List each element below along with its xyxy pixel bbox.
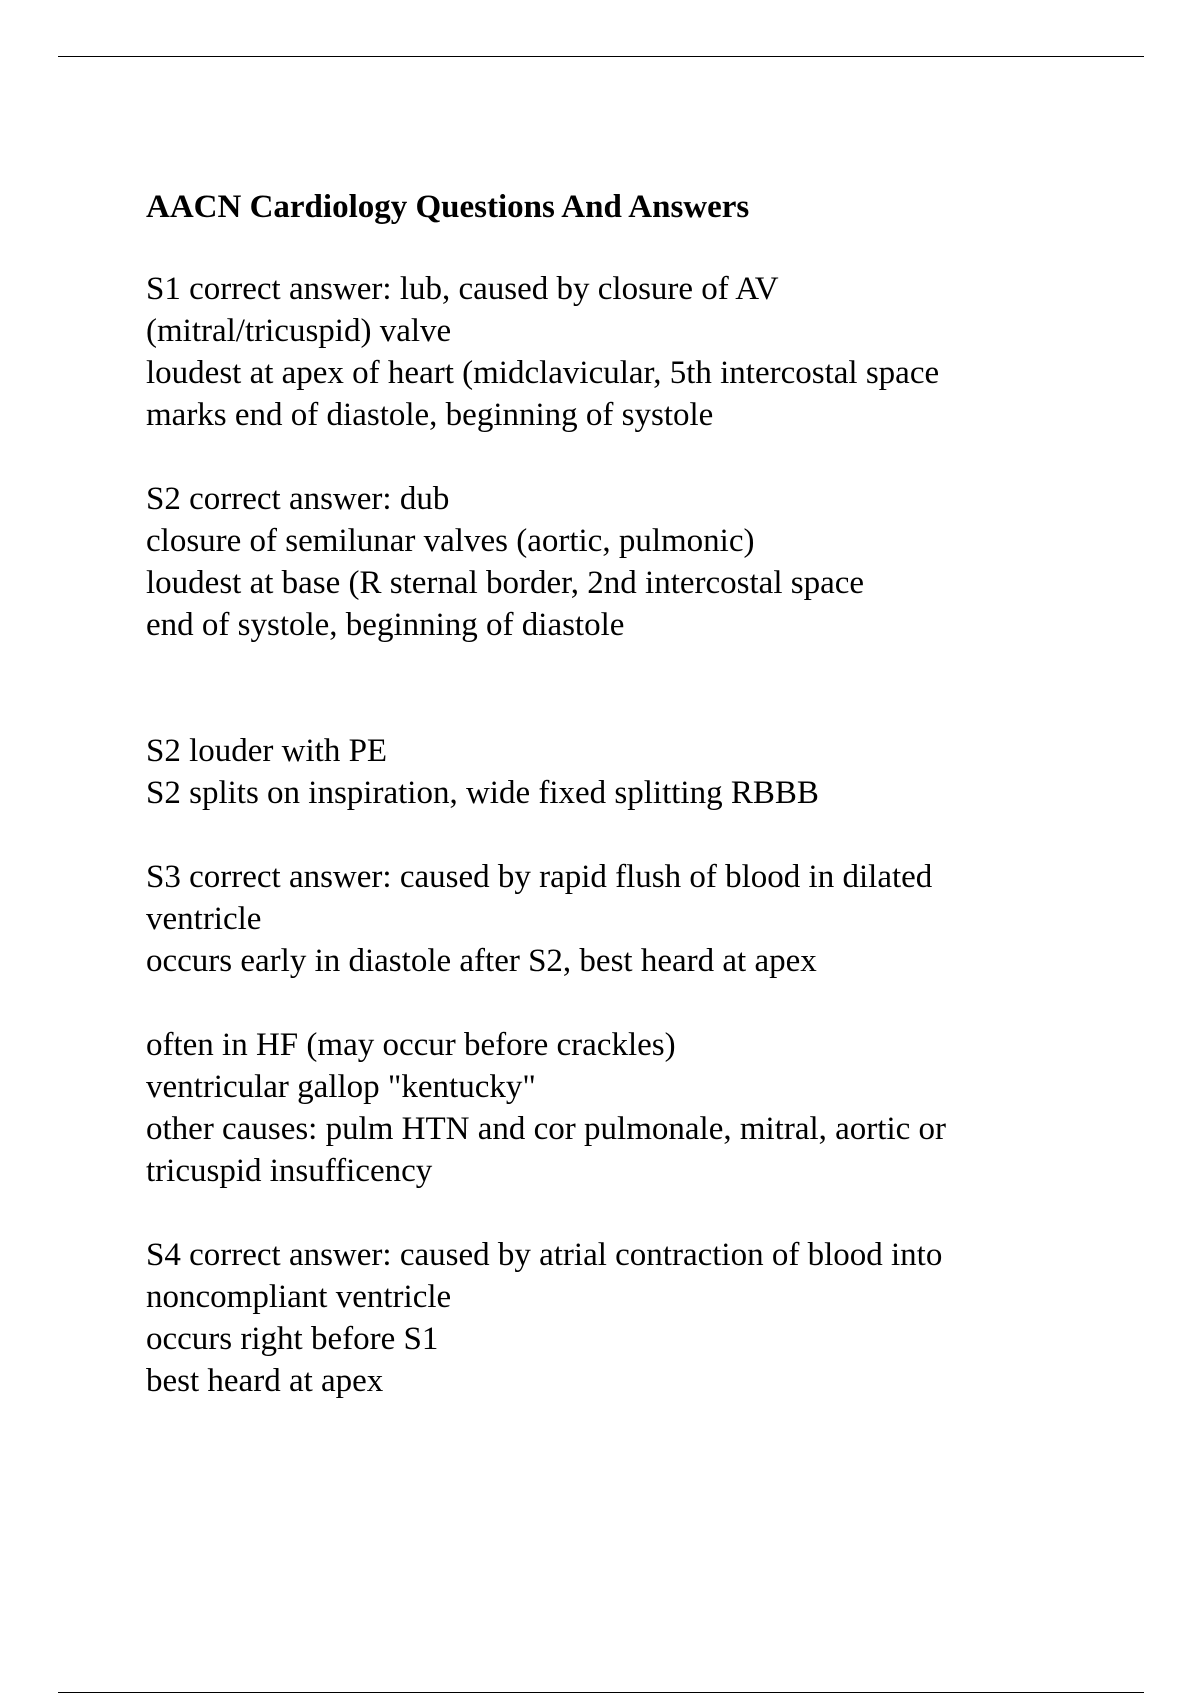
- text-line: S2 splits on inspiration, wide fixed splitting RBBB: [146, 775, 819, 811]
- text-line: often in HF (may occur before crackles): [146, 1027, 676, 1063]
- text-line: marks end of diastole, beginning of systole: [146, 397, 714, 433]
- text-line: tricuspid insufficency: [146, 1153, 433, 1189]
- text-line: (mitral/tricuspid) valve: [146, 313, 452, 349]
- text-line: ventricle: [146, 901, 262, 937]
- text-line: occurs right before S1: [146, 1321, 439, 1357]
- text-line: S1 correct answer: lub, caused by closure of AV: [146, 271, 779, 307]
- text-line: occurs early in diastole after S2, best heard at apex: [146, 943, 817, 979]
- s1-block: [146, 268, 1086, 436]
- text-line: S4 correct answer: caused by atrial contraction of blood into: [146, 1237, 943, 1273]
- text-line: other causes: pulm HTN and cor pulmonale, mitral, aortic or: [146, 1111, 947, 1147]
- text-line: S3 correct answer: caused by rapid flush of blood in dilated: [146, 859, 933, 895]
- s3-block: [146, 856, 1086, 982]
- text-line: closure of semilunar valves (aortic, pulmonic): [146, 523, 755, 559]
- s2-notes-block: [146, 730, 1086, 814]
- text-line: end of systole, beginning of diastole: [146, 607, 625, 643]
- text-line: ventricular gallop "kentucky": [146, 1069, 536, 1105]
- document-title: AACN Cardiology Questions And Answers: [146, 189, 750, 225]
- s4-block: [146, 1234, 1086, 1402]
- footer-rule: [58, 1692, 1144, 1693]
- text-line: S2 louder with PE: [146, 733, 388, 769]
- text-line: loudest at apex of heart (midclavicular, 5th intercostal space: [146, 355, 940, 391]
- header-rule: [58, 56, 1144, 57]
- text-line: noncompliant ventricle: [146, 1279, 452, 1315]
- text-line: best heard at apex: [146, 1363, 384, 1399]
- text-line: S2 correct answer: dub: [146, 481, 450, 517]
- s2-block: [146, 478, 1086, 646]
- document-body: [146, 186, 1086, 1444]
- text-line: loudest at base (R sternal border, 2nd intercostal space: [146, 565, 865, 601]
- s3-notes-block: [146, 1024, 1086, 1192]
